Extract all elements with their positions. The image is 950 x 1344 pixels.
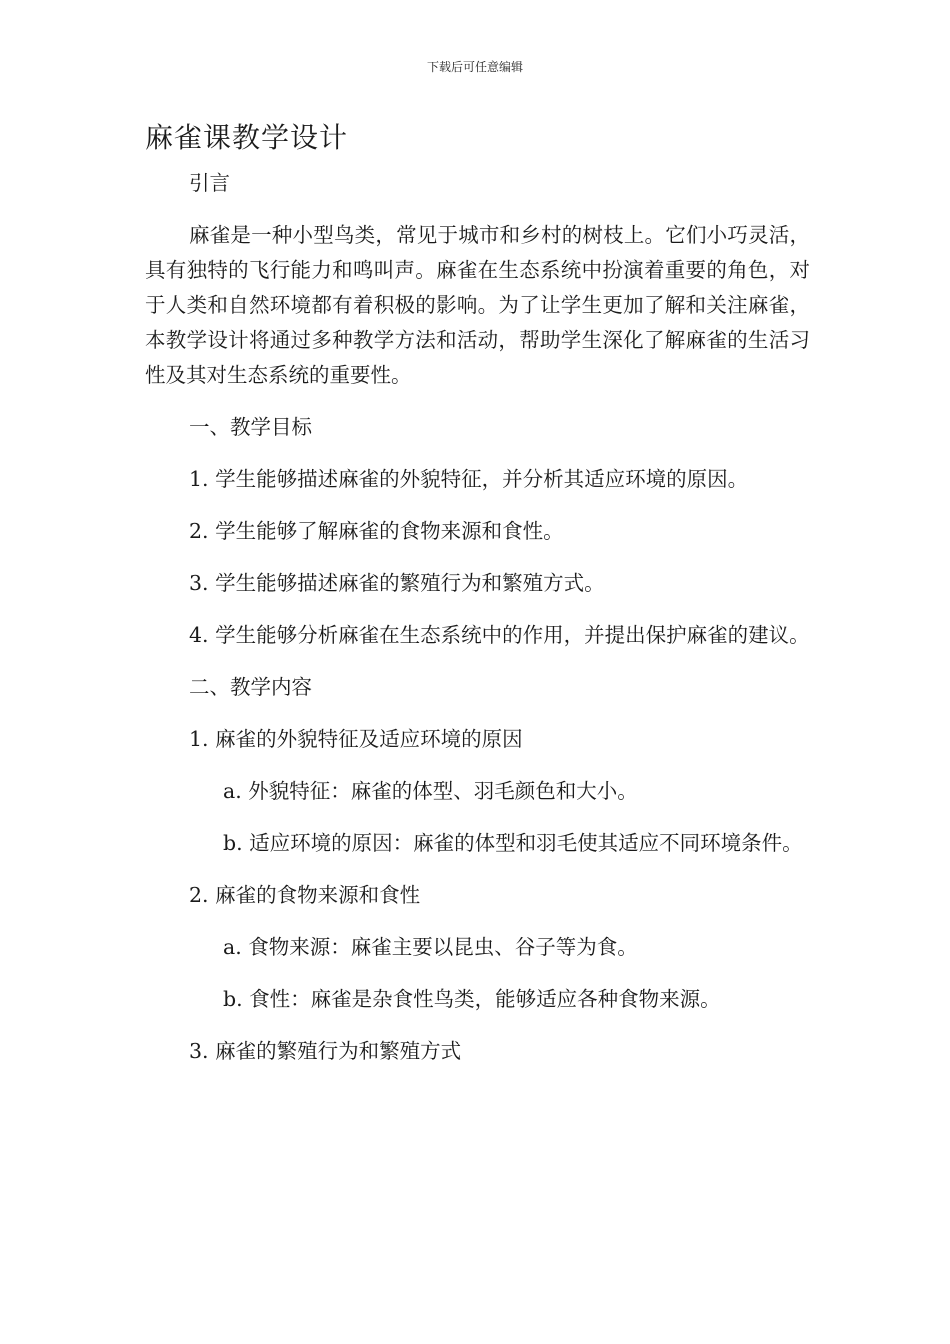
content-topic-title: 2. 麻雀的食物来源和食性 (189, 883, 421, 907)
objective-item: 1. 学生能够描述麻雀的外貌特征，并分析其适应环境的原因。 (189, 467, 749, 491)
intro-heading: 引言 (189, 171, 230, 195)
header-note: 下载后可任意编辑 (426, 60, 523, 74)
intro-paragraph: 麻雀是一种小型鸟类，常见于城市和乡村的树枝上。它们小巧灵活，具有独特的飞行能力和鸣叫声。麻雀在生态系统中扮演着重要的角色，对于人类和自然环境都有着积极的影响。为了让学生更加了解和关注麻雀，本教学设计将通过多种教学方法和活动，帮助学生深化了解麻雀的生活习性及其对生态系统的重要性。 (145, 223, 810, 387)
document-body (145, 166, 810, 1086)
objective-item: 4. 学生能够分析麻雀在生态系统中的作用，并提出保护麻雀的建议。 (189, 623, 810, 647)
section-heading-objectives: 一、教学目标 (189, 415, 312, 439)
content-subitem: a. 食物来源：麻雀主要以昆虫、谷子等为食。 (223, 935, 638, 959)
objective-item: 3. 学生能够描述麻雀的繁殖行为和繁殖方式。 (189, 571, 605, 595)
section-heading-content: 二、教学内容 (189, 675, 312, 699)
content-subitem: b. 适应环境的原因：麻雀的体型和羽毛使其适应不同环境条件。 (223, 831, 803, 855)
content-subitem: b. 食性：麻雀是杂食性鸟类，能够适应各种食物来源。 (223, 987, 721, 1011)
document-title: 麻雀课教学设计 (145, 121, 349, 154)
content-topic-title: 1. 麻雀的外貌特征及适应环境的原因 (189, 727, 523, 751)
content-subitem: a. 外貌特征：麻雀的体型、羽毛颜色和大小。 (223, 779, 638, 803)
objective-item: 2. 学生能够了解麻雀的食物来源和食性。 (189, 519, 564, 543)
content-topic-title: 3. 麻雀的繁殖行为和繁殖方式 (189, 1039, 462, 1063)
